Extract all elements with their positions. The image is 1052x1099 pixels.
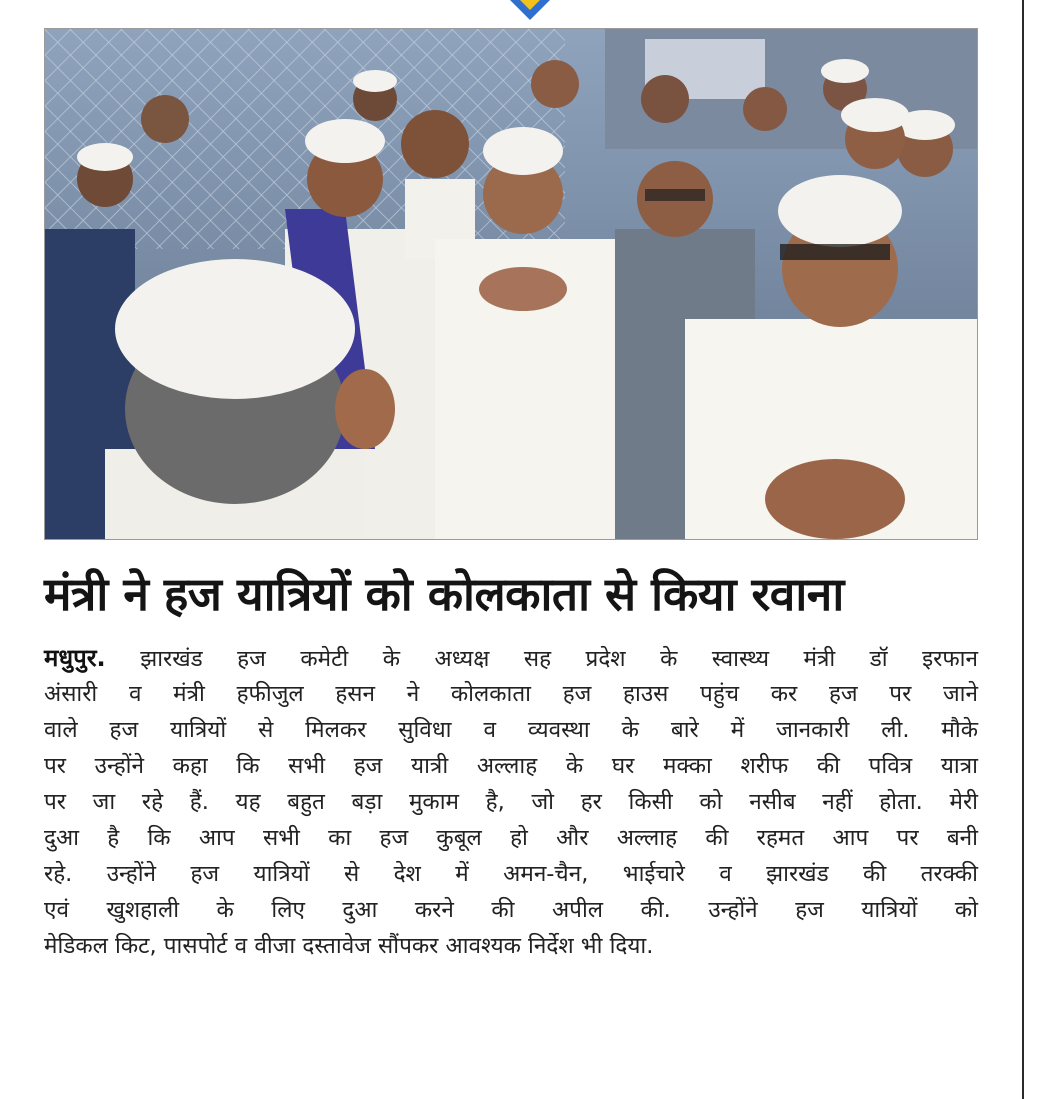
article-line-4: पर उन्होंने कहा कि सभी हज यात्री अल्लाह के घर मक्का शरीफ की पवित्र यात्रा: [44, 753, 978, 779]
article-line-2: अंसारी व मंत्री हफीजुल हसन ने कोलकाता हज हाउस पहुंच कर हज पर जाने: [44, 681, 978, 707]
section-marker-icon: [510, 0, 550, 22]
article-body: [44, 640, 978, 964]
column-divider: [1022, 0, 1024, 1099]
article-line-1-text: झारखंड हज कमेटी के अध्यक्ष सह प्रदेश के स्वास्थ्य मंत्री डॉ इरफान: [105, 646, 978, 672]
dateline: मधुपुर.: [44, 644, 106, 672]
article-line-7: रहे. उन्होंने हज यात्रियों से देश में अमन-चैन, भाईचारे व झारखंड की तरक्की: [44, 861, 978, 887]
article-line-1: [44, 640, 978, 676]
article-line-3: वाले हज यात्रियों से मिलकर सुविधा व व्यवस्था के बारे में जानकारी ली. मौके: [44, 717, 978, 743]
article-line-5: पर जा रहे हैं. यह बहुत बड़ा मुकाम है, जो हर किसी को नसीब नहीं होता. मेरी: [44, 789, 978, 815]
article-line-8: एवं खुशहाली के लिए दुआ करने की अपील की. उन्होंने हज यात्रियों को: [44, 897, 978, 923]
headline: मंत्री ने हज यात्रियों को कोलकाता से किया रवाना: [44, 567, 844, 621]
article-line-6: दुआ है कि आप सभी का हज कुबूल हो और अल्लाह की रहमत आप पर बनी: [44, 825, 978, 851]
news-photo: [44, 28, 978, 540]
next-line-cut-off: [44, 1088, 978, 1099]
article-line-9: मेडिकल किट, पासपोर्ट व वीजा दस्तावेज सौंपकर आवश्यक निर्देश भी दिया.: [44, 933, 654, 959]
